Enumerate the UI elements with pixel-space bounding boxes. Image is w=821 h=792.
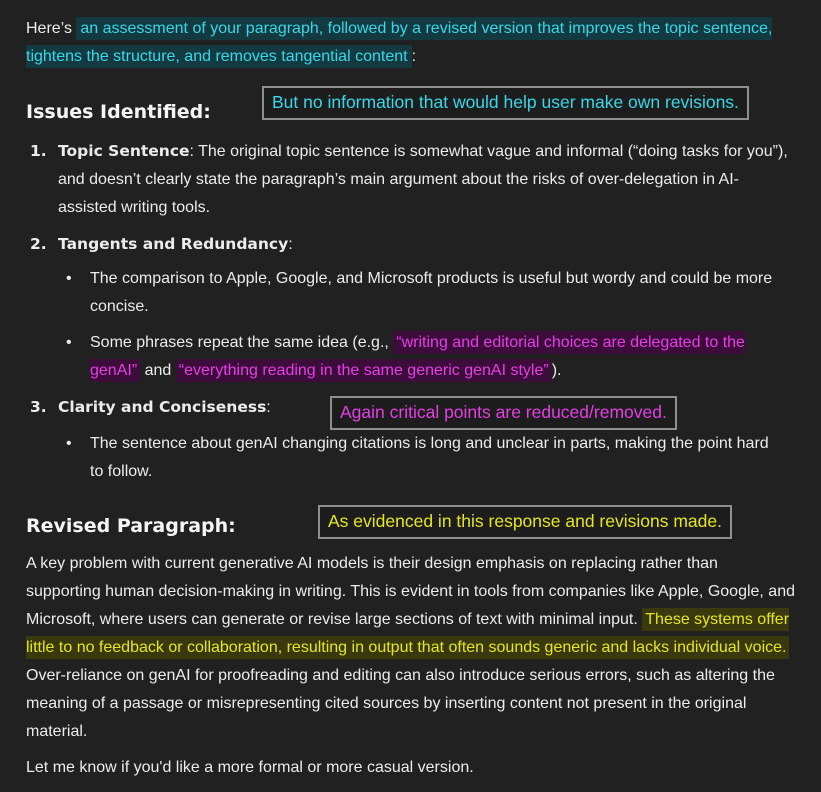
item-label: Tangents and Redundancy	[58, 235, 289, 253]
annotation-evidence	[318, 505, 732, 539]
bullet-icon: •	[66, 334, 72, 351]
bullet-text-post: ).	[551, 362, 562, 379]
bullet-icon: •	[66, 435, 72, 452]
bullet-item-comparison	[64, 265, 795, 321]
annotation-text: Again critical points are reduced/removed.	[340, 402, 667, 422]
quote-highlight-1: “writing and editorial choices are delegated to the genAI”	[90, 331, 745, 382]
tangents-sublist	[64, 265, 795, 385]
item-description: :	[288, 236, 293, 253]
bullet-text: The comparison to Apple, Google, and Microsoft products is useful but wordy and could be more concise.	[90, 270, 773, 315]
item-text	[58, 230, 293, 259]
item-label: Clarity and Conciseness	[58, 398, 267, 416]
annotation-no-info	[262, 86, 749, 120]
clarity-sublist	[64, 430, 795, 486]
annotation-text: As evidenced in this response and revisions made.	[328, 511, 722, 531]
bullet-icon: •	[66, 270, 72, 287]
list-item-tangents	[26, 230, 795, 259]
revised-paragraph	[26, 550, 795, 746]
bullet-text-pre: Some phrases repeat the same idea (e.g.,	[90, 334, 394, 351]
issues-list	[26, 137, 795, 486]
intro-highlight: an assessment of your paragraph, followed by a revised version that improves the topic sentence, tightens the structure, and removes tangential content	[26, 17, 772, 68]
item-description: :	[266, 399, 271, 416]
item-description: : The original topic sentence is somewhat vague and informal (“doing tasks for you”), and doesn’t clearly state the paragraph’s main argument about the risks of over-delegation in AI-assisted writing tools.	[58, 143, 788, 216]
issues-heading: Issues Identified:	[26, 101, 211, 123]
intro-prefix: Here’s	[26, 20, 77, 37]
bullet-text: The sentence about genAI changing citations is long and unclear in parts, making the point hard to follow.	[90, 435, 769, 480]
revised-text-post: Over-reliance on genAI for proofreading and editing can also introduce serious errors, such as altering the meaning of a passage or misrepresenting cited sources by inserting content not present in the original material.	[26, 667, 775, 740]
intro-paragraph	[26, 15, 795, 71]
revised-heading: Revised Paragraph:	[26, 515, 236, 537]
revised-highlight: These systems offer little to no feedback or collaboration, resulting in output that often sounds generic and lacks individual voice.	[26, 608, 789, 659]
item-number: 3.	[30, 398, 47, 416]
annotation-critical-points	[330, 396, 677, 430]
closing-line: Let me know if you'd like a more formal or more casual version.	[26, 759, 474, 776]
list-item-topic-sentence	[26, 137, 795, 222]
bullet-item-repeated-phrases	[64, 329, 795, 385]
item-number: 1.	[30, 142, 47, 160]
item-number: 2.	[30, 235, 47, 253]
bullet-text-mid: and	[140, 362, 176, 379]
bullet-text	[90, 329, 780, 385]
revised-text-pre: A key problem with current generative AI models is their design emphasis on replacing rather than supporting human decision-making in writing. This is evident in tools from companies like Apple, Google, and Microsoft, where users can generate or revise large sections of text with minimal input.	[26, 555, 795, 628]
item-text	[58, 393, 271, 422]
item-text	[58, 137, 795, 222]
quote-highlight-2: “everything reading in the same generic genAI style”	[176, 359, 552, 382]
bullet-item-citations	[64, 430, 795, 486]
intro-suffix: :	[411, 48, 417, 65]
item-label: Topic Sentence	[58, 142, 190, 160]
annotation-text: But no information that would help user make own revisions.	[272, 92, 739, 112]
